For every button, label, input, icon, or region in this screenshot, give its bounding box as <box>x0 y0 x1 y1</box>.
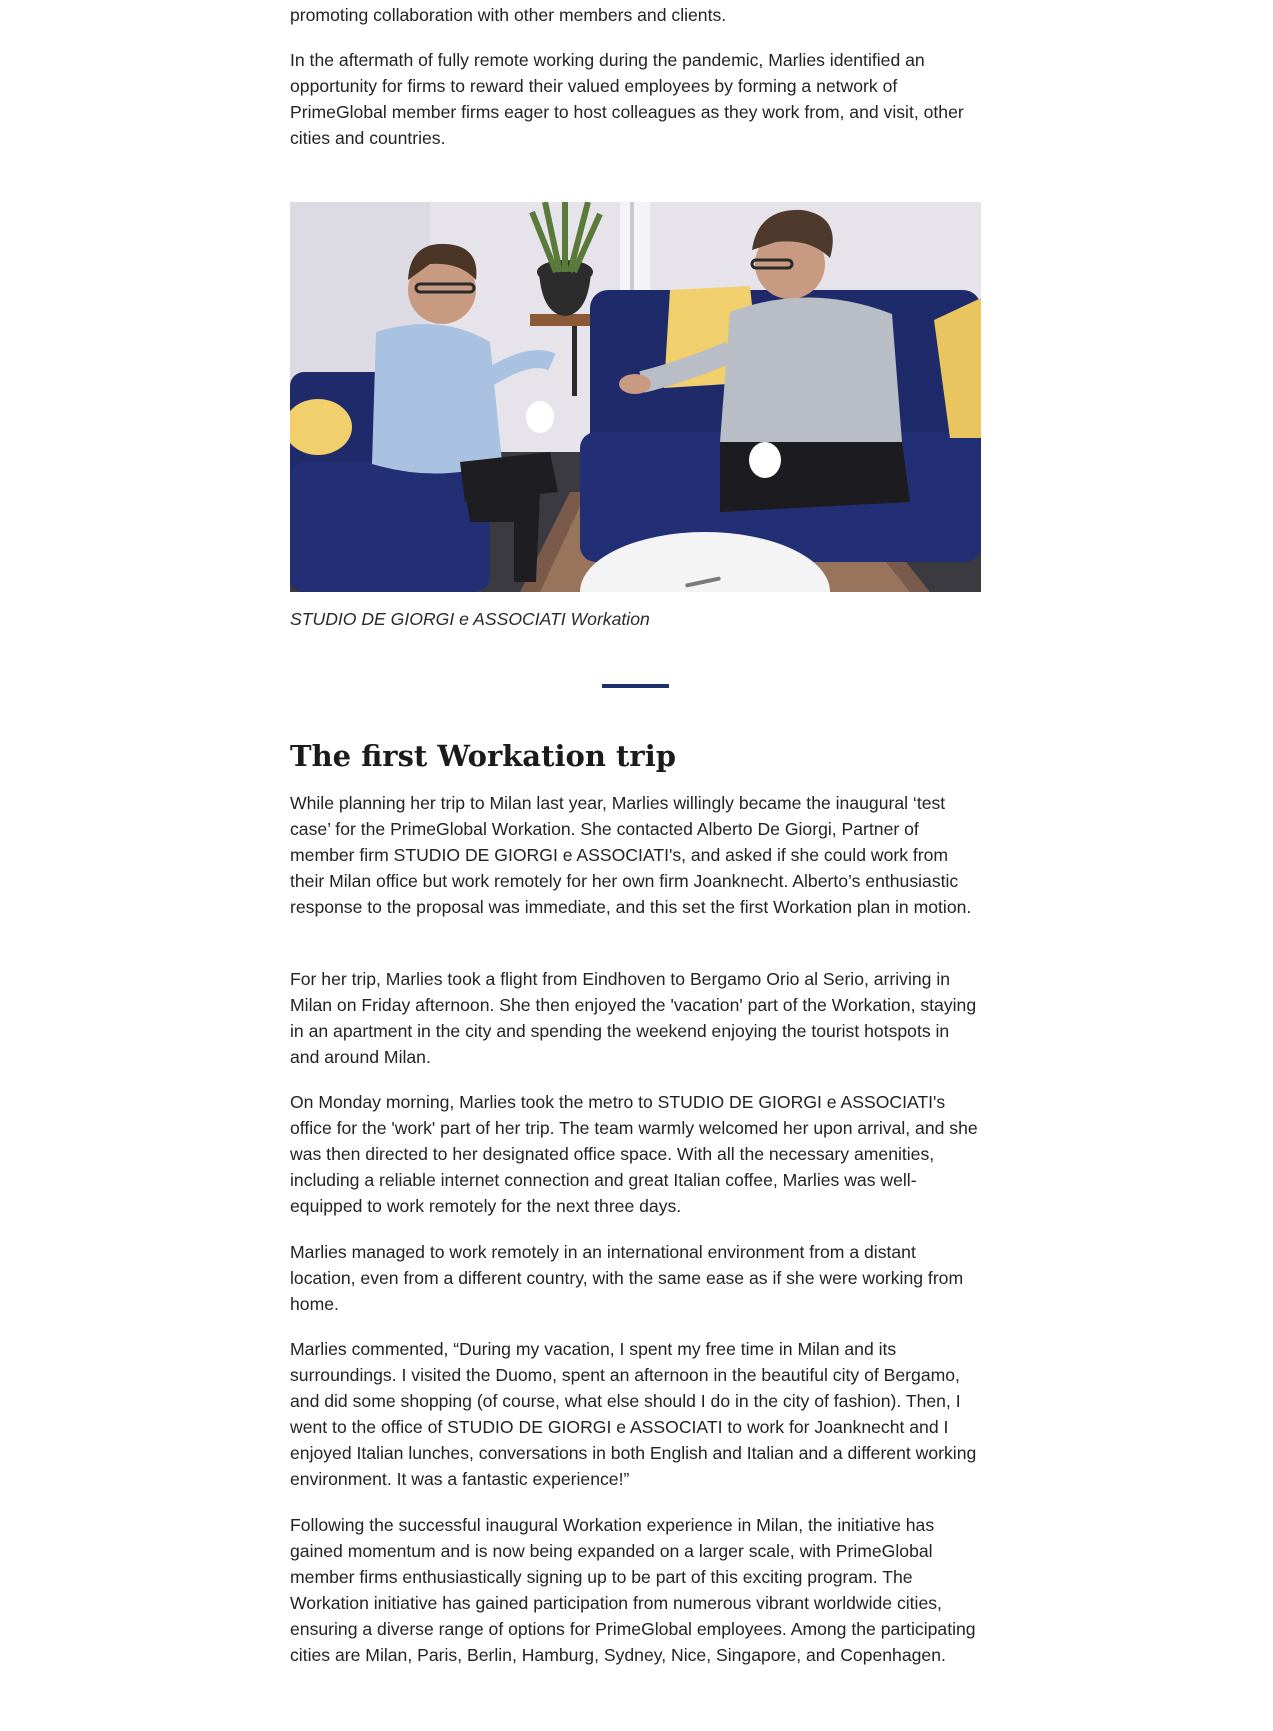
section-divider <box>602 684 669 688</box>
photo-caption: STUDIO DE GIORGI e ASSOCIATI Workation <box>290 609 650 629</box>
section-paragraph: For her trip, Marlies took a flight from Eindhoven to Bergamo Orio al Serio, arriving in Milan on Friday afternoon. She then enjoyed the 'vacation' part of the Workation, staying in an apartment in the city and spending the weekend enjoying the tourist hotspots in and around Milan. <box>290 969 977 1067</box>
section-paragraph: Marlies commented, “During my vacation, I spent my free time in Milan and its surroundings. I visited the Duomo, spent an afternoon in the beautiful city of Bergamo, and did some shopping (of course, what else should I do in the city of fashion). Then, I went to the office of STUDIO DE GIORGI e ASSOCIATI to work for Joanknecht and I enjoyed Italian lunches, conversations in both English and Italian and a different working environment. It was a fantastic experience!” <box>290 1339 977 1489</box>
section-paragraph: Following the successful inaugural Workation experience in Milan, the initiative has gained momentum and is now being expanded on a larger scale, with PrimeGlobal member firms enthusiastically signing up to be part of this exciting program. The Workation initiative has gained participation from numerous vibrant worldwide cities, ensuring a diverse range of options for PrimeGlobal employees. Among the participating cities are Milan, Paris, Berlin, Hamburg, Sydney, Nice, Singapore, and Copenhagen. <box>290 1515 976 1665</box>
workation-photo-illustration <box>290 202 981 592</box>
section-title: The first Workation trip <box>290 739 677 773</box>
workation-photo <box>290 202 981 592</box>
intro-paragraph-end: promoting collaboration with other members and clients. <box>290 5 727 25</box>
section-paragraph: On Monday morning, Marlies took the metro to STUDIO DE GIORGI e ASSOCIATI's office for the 'work' part of her trip. The team warmly welcomed her upon arrival, and she was then directed to her designated office space. With all the necessary amenities, including a reliable internet connection and great Italian coffee, Marlies was well-equipped to work remotely for the next three days. <box>290 1092 978 1216</box>
section-paragraph: While planning her trip to Milan last year, Marlies willingly became the inaugural ‘test case’ for the PrimeGlobal Workation. She contacted Alberto De Giorgi, Partner of member firm STUDIO DE GIORGI e ASSOCIATI's, and asked if she could work from their Milan office but work remotely for her own firm Joanknecht. Alberto’s enthusiastic response to the proposal was immediate, and this set the first Workation plan in motion. <box>290 793 972 917</box>
intro-paragraph: In the aftermath of fully remote working during the pandemic, Marlies identified an opportunity for firms to reward their valued employees by forming a network of PrimeGlobal member firms eager to host colleagues as they work from, and visit, other cities and countries. <box>290 50 964 148</box>
section-paragraph: Marlies managed to work remotely in an international environment from a distant location, even from a different country, with the same ease as if she were working from home. <box>290 1242 964 1314</box>
